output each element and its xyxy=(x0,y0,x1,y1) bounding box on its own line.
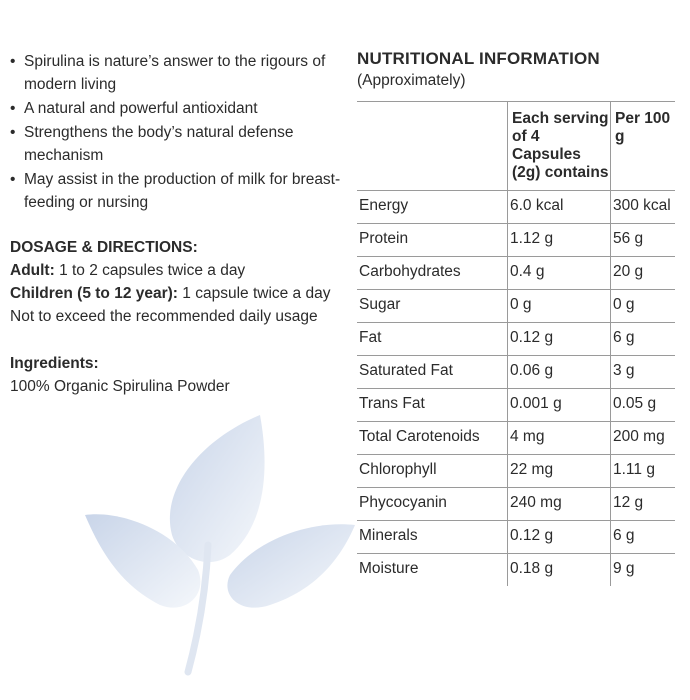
cell-per100: 1.11 g xyxy=(611,455,676,488)
cell-per100: 200 mg xyxy=(611,422,676,455)
cell-per100: 0 g xyxy=(611,290,676,323)
table-header-row xyxy=(357,102,675,191)
nutrition-panel xyxy=(357,48,675,586)
cell-per100: 6 g xyxy=(611,521,676,554)
cell-name: Fat xyxy=(357,323,508,356)
cell-serving: 22 mg xyxy=(508,455,611,488)
table-row xyxy=(357,488,675,521)
header-empty xyxy=(357,102,508,191)
table-row xyxy=(357,224,675,257)
bullet-icon: • xyxy=(10,53,16,70)
cell-serving: 0.001 g xyxy=(508,389,611,422)
cell-serving: 0 g xyxy=(508,290,611,323)
feature-list xyxy=(10,50,355,214)
cell-name: Total Carotenoids xyxy=(357,422,508,455)
cell-per100: 6 g xyxy=(611,323,676,356)
bullet-icon: • xyxy=(10,171,16,188)
cell-name: Sugar xyxy=(357,290,508,323)
cell-per100: 300 kcal xyxy=(611,191,676,224)
dosage-note: Not to exceed the recommended daily usage xyxy=(10,308,318,325)
cell-per100: 20 g xyxy=(611,257,676,290)
cell-serving: 4 mg xyxy=(508,422,611,455)
product-info-column xyxy=(10,50,355,398)
leaf-watermark-icon xyxy=(80,410,360,680)
table-row xyxy=(357,290,675,323)
dosage-title: DOSAGE & DIRECTIONS: xyxy=(10,239,198,256)
nutrition-subtitle: (Approximately) xyxy=(357,72,466,89)
cell-per100: 3 g xyxy=(611,356,676,389)
table-row xyxy=(357,554,675,587)
list-item: • May assist in the production of milk for breast-feeding or nursing xyxy=(10,168,355,214)
cell-name: Trans Fat xyxy=(357,389,508,422)
cell-name: Minerals xyxy=(357,521,508,554)
table-row xyxy=(357,356,675,389)
table-row xyxy=(357,257,675,290)
cell-serving: 240 mg xyxy=(508,488,611,521)
header-serving: Each serving of 4 Capsules (2g) contains xyxy=(508,102,611,191)
nutrition-title: NUTRITIONAL INFORMATION xyxy=(357,49,600,68)
cell-serving: 0.4 g xyxy=(508,257,611,290)
bullet-icon: • xyxy=(10,124,16,141)
table-row xyxy=(357,389,675,422)
list-item: • Strengthens the body’s natural defense mechanism xyxy=(10,121,355,167)
cell-name: Protein xyxy=(357,224,508,257)
bullet-icon: • xyxy=(10,100,16,117)
table-row xyxy=(357,521,675,554)
cell-per100: 0.05 g xyxy=(611,389,676,422)
cell-per100: 12 g xyxy=(611,488,676,521)
table-row xyxy=(357,455,675,488)
cell-name: Phycocyanin xyxy=(357,488,508,521)
list-item: • A natural and powerful antioxidant xyxy=(10,97,355,120)
nutrition-table xyxy=(357,101,675,586)
cell-name: Saturated Fat xyxy=(357,356,508,389)
cell-serving: 6.0 kcal xyxy=(508,191,611,224)
table-row xyxy=(357,323,675,356)
cell-serving: 0.06 g xyxy=(508,356,611,389)
ingredients-text: 100% Organic Spirulina Powder xyxy=(10,378,230,395)
cell-name: Moisture xyxy=(357,554,508,587)
ingredients-title: Ingredients: xyxy=(10,355,99,372)
cell-serving: 0.12 g xyxy=(508,323,611,356)
list-item: • Spirulina is nature’s answer to the rigours of modern living xyxy=(10,50,355,96)
cell-per100: 56 g xyxy=(611,224,676,257)
cell-serving: 0.18 g xyxy=(508,554,611,587)
table-row xyxy=(357,422,675,455)
cell-name: Energy xyxy=(357,191,508,224)
cell-serving: 0.12 g xyxy=(508,521,611,554)
cell-name: Carbohydrates xyxy=(357,257,508,290)
cell-serving: 1.12 g xyxy=(508,224,611,257)
cell-per100: 9 g xyxy=(611,554,676,587)
header-per100: Per 100 g xyxy=(611,102,676,191)
children-dosage: Children (5 to 12 year): 1 capsule twice a day xyxy=(10,285,331,302)
adult-dosage: Adult: 1 to 2 capsules twice a day xyxy=(10,262,246,279)
table-row xyxy=(357,191,675,224)
cell-name: Chlorophyll xyxy=(357,455,508,488)
nutrition-rows xyxy=(357,191,675,587)
